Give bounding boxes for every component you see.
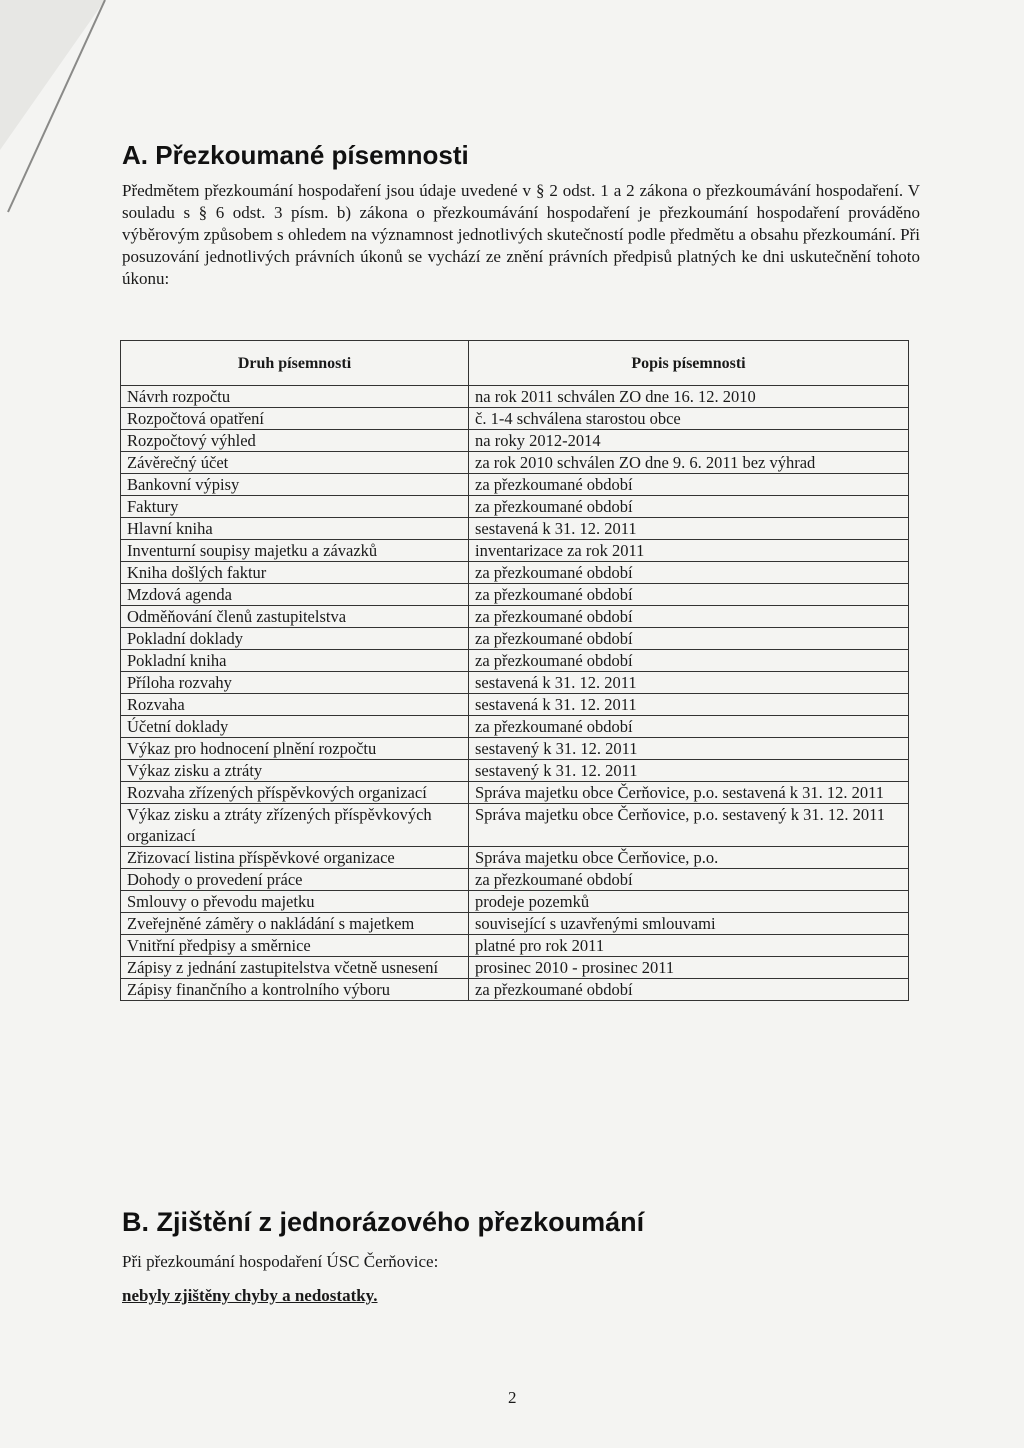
table-row xyxy=(121,650,909,672)
table-row xyxy=(121,408,909,430)
cell-document-description: za přezkoumané období xyxy=(469,716,909,738)
table-row xyxy=(121,562,909,584)
cell-document-type: Zápisy z jednání zastupitelstva včetně usnesení xyxy=(121,957,469,979)
cell-document-description: Správa majetku obce Čerňovice, p.o. sestavená k 31. 12. 2011 xyxy=(469,782,909,804)
cell-document-description: prosinec 2010 - prosinec 2011 xyxy=(469,957,909,979)
table-row xyxy=(121,540,909,562)
cell-document-type: Výkaz pro hodnocení plnění rozpočtu xyxy=(121,738,469,760)
cell-document-type: Rozpočtový výhled xyxy=(121,430,469,452)
cell-document-type: Mzdová agenda xyxy=(121,584,469,606)
cell-document-description: sestavený k 31. 12. 2011 xyxy=(469,738,909,760)
section-b-text: Při přezkoumání hospodaření ÚSC Čerňovice: xyxy=(122,1252,439,1271)
cell-document-type: Dohody o provedení práce xyxy=(121,869,469,891)
section-b-result: nebyly zjištěny chyby a nedostatky. xyxy=(122,1286,378,1305)
header-document-type: Druh písemnosti xyxy=(121,341,469,386)
cell-document-description: Správa majetku obce Čerňovice, p.o. sestavený k 31. 12. 2011 xyxy=(469,804,909,847)
table-row xyxy=(121,935,909,957)
cell-document-type: Zveřejněné záměry o nakládání s majetkem xyxy=(121,913,469,935)
cell-document-type: Odměňování členů zastupitelstva xyxy=(121,606,469,628)
table-row xyxy=(121,694,909,716)
cell-document-type: Výkaz zisku a ztráty zřízených příspěvkových organizací xyxy=(121,804,469,847)
cell-document-description: za přezkoumané období xyxy=(469,628,909,650)
cell-document-description: za přezkoumané období xyxy=(469,584,909,606)
table-row xyxy=(121,869,909,891)
cell-document-type: Hlavní kniha xyxy=(121,518,469,540)
table-row xyxy=(121,496,909,518)
cell-document-description: související s uzavřenými smlouvami xyxy=(469,913,909,935)
table-row xyxy=(121,760,909,782)
cell-document-description: Správa majetku obce Čerňovice, p.o. xyxy=(469,847,909,869)
table-row xyxy=(121,716,909,738)
table-row xyxy=(121,452,909,474)
cell-document-description: za přezkoumané období xyxy=(469,496,909,518)
cell-document-description: za přezkoumané období xyxy=(469,562,909,584)
cell-document-description: sestavený k 31. 12. 2011 xyxy=(469,760,909,782)
cell-document-type: Rozvaha xyxy=(121,694,469,716)
cell-document-type: Pokladní kniha xyxy=(121,650,469,672)
cell-document-type: Výkaz zisku a ztráty xyxy=(121,760,469,782)
header-document-description: Popis písemnosti xyxy=(469,341,909,386)
cell-document-type: Zřizovací listina příspěvkové organizace xyxy=(121,847,469,869)
table-row xyxy=(121,738,909,760)
cell-document-description: za přezkoumané období xyxy=(469,606,909,628)
cell-document-description: na roky 2012-2014 xyxy=(469,430,909,452)
cell-document-type: Inventurní soupisy majetku a závazků xyxy=(121,540,469,562)
cell-document-description: za přezkoumané období xyxy=(469,979,909,1001)
cell-document-type: Účetní doklady xyxy=(121,716,469,738)
page-number: 2 xyxy=(508,1388,517,1407)
cell-document-description: prodeje pozemků xyxy=(469,891,909,913)
cell-document-description: č. 1-4 schválena starostou obce xyxy=(469,408,909,430)
table-row xyxy=(121,474,909,496)
cell-document-description: za přezkoumané období xyxy=(469,474,909,496)
table-row xyxy=(121,782,909,804)
cell-document-description: sestavená k 31. 12. 2011 xyxy=(469,672,909,694)
cell-document-type: Rozpočtová opatření xyxy=(121,408,469,430)
cell-document-type: Rozvaha zřízených příspěvkových organizací xyxy=(121,782,469,804)
table-row xyxy=(121,518,909,540)
cell-document-description: inventarizace za rok 2011 xyxy=(469,540,909,562)
cell-document-description: platné pro rok 2011 xyxy=(469,935,909,957)
cell-document-type: Příloha rozvahy xyxy=(121,672,469,694)
table-row xyxy=(121,628,909,650)
cell-document-description: za přezkoumané období xyxy=(469,869,909,891)
table-header-row xyxy=(121,341,909,386)
documents-table-body xyxy=(121,386,909,1001)
cell-document-description: za přezkoumané období xyxy=(469,650,909,672)
cell-document-type: Pokladní doklady xyxy=(121,628,469,650)
documents-table xyxy=(120,340,909,1001)
table-row xyxy=(121,804,909,847)
cell-document-description: sestavená k 31. 12. 2011 xyxy=(469,694,909,716)
table-row xyxy=(121,606,909,628)
table-row xyxy=(121,891,909,913)
cell-document-type: Bankovní výpisy xyxy=(121,474,469,496)
section-a-heading: A. Přezkoumané písemnosti xyxy=(122,140,469,170)
cell-document-description: sestavená k 31. 12. 2011 xyxy=(469,518,909,540)
cell-document-type: Smlouvy o převodu majetku xyxy=(121,891,469,913)
cell-document-description: na rok 2011 schválen ZO dne 16. 12. 2010 xyxy=(469,386,909,408)
table-row xyxy=(121,847,909,869)
table-row xyxy=(121,979,909,1001)
cell-document-type: Návrh rozpočtu xyxy=(121,386,469,408)
table-row xyxy=(121,584,909,606)
cell-document-type: Faktury xyxy=(121,496,469,518)
cell-document-type: Vnitřní předpisy a směrnice xyxy=(121,935,469,957)
table-row xyxy=(121,957,909,979)
table-row xyxy=(121,672,909,694)
cell-document-description: za rok 2010 schválen ZO dne 9. 6. 2011 bez výhrad xyxy=(469,452,909,474)
table-row xyxy=(121,386,909,408)
table-row xyxy=(121,430,909,452)
cell-document-type: Závěrečný účet xyxy=(121,452,469,474)
section-b-heading: B. Zjištění z jednorázového přezkoumání xyxy=(122,1207,645,1237)
cell-document-type: Zápisy finančního a kontrolního výboru xyxy=(121,979,469,1001)
table-row xyxy=(121,913,909,935)
intro-paragraph: Předmětem přezkoumání hospodaření jsou údaje uvedené v § 2 odst. 1 a 2 zákona o přezkoumávání hospodaření. V souladu s § 6 odst. 3 písm. b) zákona o přezkoumávání hospodaření je přezkoumání hospodaření prováděno výběrovým způsobem s ohledem na významnost jednotlivých skutečností podle předmětu a obsahu přezkoumání. Při posuzování jednotlivých právních úkonů se vychází ze znění právních předpisů platných ke dni uskutečnění tohoto úkonu: xyxy=(122,181,920,288)
cell-document-type: Kniha došlých faktur xyxy=(121,562,469,584)
